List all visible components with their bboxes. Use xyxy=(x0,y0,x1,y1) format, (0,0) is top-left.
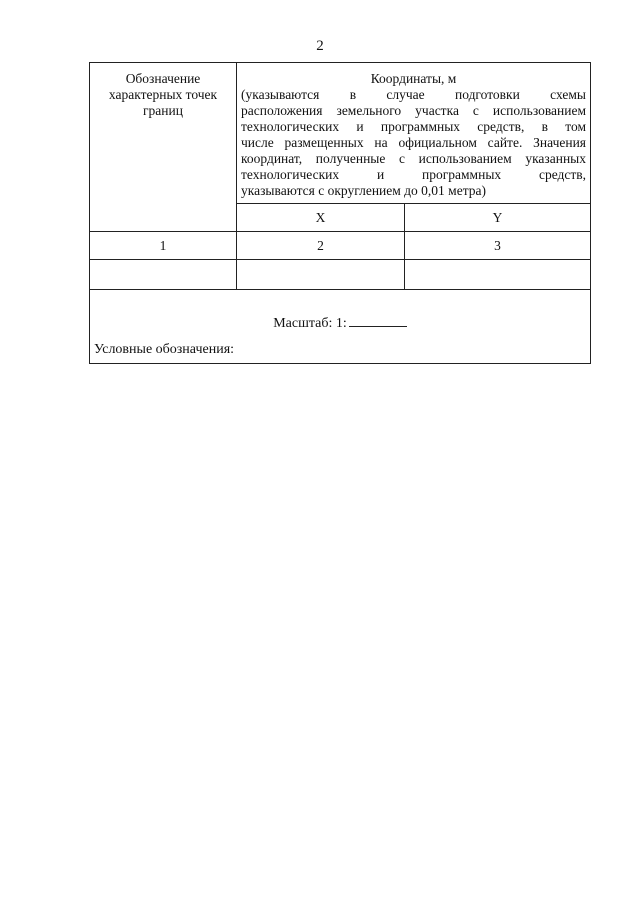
coordinates-header xyxy=(237,63,591,204)
coordinates-note-line: координат, полученные с использованием указанных xyxy=(241,151,587,166)
legend-label: Условные обозначения: xyxy=(94,342,235,357)
page-number: 2 xyxy=(316,38,324,54)
scale-legend-cell xyxy=(90,290,591,364)
empty-data-row xyxy=(90,260,591,290)
column-number: 3 xyxy=(405,232,591,260)
x-header: X xyxy=(237,204,405,232)
column-number: 2 xyxy=(237,232,405,260)
empty-cell xyxy=(405,260,591,290)
coordinates-note-line: расположения земельного участка с использованием xyxy=(241,103,587,118)
y-header: Y xyxy=(405,204,591,232)
column-number: 1 xyxy=(90,232,237,260)
table-header-row xyxy=(90,63,591,204)
scale-blank xyxy=(349,314,407,327)
coordinates-note-line: указываются с округлением до 0,01 метра) xyxy=(241,183,487,198)
empty-cell xyxy=(237,260,405,290)
column-number-row xyxy=(90,232,591,260)
scale-line xyxy=(90,314,590,332)
designation-header xyxy=(90,63,237,232)
coordinates-note-line: (указываются в случае подготовки схемы xyxy=(241,87,587,102)
coordinates-table xyxy=(89,62,591,364)
scale-label: Масштаб: 1: xyxy=(273,316,347,331)
designation-header-text: Обозначение характерных точек границ xyxy=(108,71,218,118)
coordinates-note-line: технологических и программных средств, в том xyxy=(241,119,587,134)
coordinates-title: Координаты, м xyxy=(370,71,457,86)
coordinates-note-line: числе размещенных на официальном сайте. Значения xyxy=(241,135,587,150)
empty-cell xyxy=(90,260,237,290)
scale-legend-row xyxy=(90,290,591,364)
coordinates-note-line: технологических и программных средств, xyxy=(241,167,587,182)
